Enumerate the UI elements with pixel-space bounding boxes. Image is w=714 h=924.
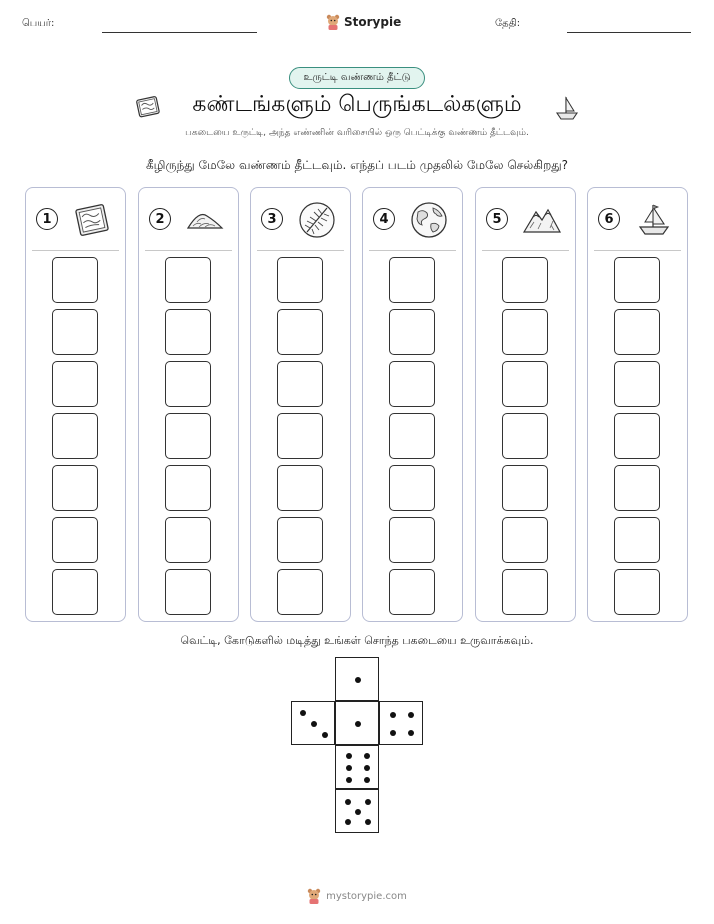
color-box[interactable] (502, 465, 548, 511)
page-title: கண்டங்களும் பெருங்கடல்களும் (192, 92, 522, 117)
column-number: 4 (373, 208, 395, 230)
color-box[interactable] (165, 465, 211, 511)
leaf-icon (297, 200, 337, 240)
brand-logo (326, 14, 401, 30)
color-box[interactable] (502, 309, 548, 355)
dice-pip (364, 753, 370, 759)
color-box[interactable] (277, 361, 323, 407)
color-box[interactable] (165, 569, 211, 615)
column-number: 3 (261, 208, 283, 230)
dice-pip (355, 721, 361, 727)
footer (0, 888, 714, 904)
divider (32, 250, 119, 251)
dice-pip (364, 765, 370, 771)
cut-instruction: வெட்டி, கோடுகளில் மடித்து உங்கள் சொந்த பகடையை உருவாக்கவும். (180, 634, 534, 647)
dice-pip (311, 721, 317, 727)
color-box[interactable] (502, 517, 548, 563)
color-box[interactable] (614, 309, 660, 355)
dice-pip (345, 819, 351, 825)
color-box[interactable] (52, 465, 98, 511)
column-number: 2 (149, 208, 171, 230)
column-2 (138, 187, 239, 622)
color-box[interactable] (614, 257, 660, 303)
column-5 (475, 187, 576, 622)
activity-tag: உருட்டி வண்ணம் தீட்டு (289, 67, 425, 89)
divider (482, 250, 569, 251)
question-text: கீழிருந்து மேலே வண்ணம் தீட்டவும். எந்தப் படம் முதலில் மேலே செல்கிறது? (145, 158, 569, 172)
bear-mascot-icon (307, 888, 321, 904)
date-line[interactable] (567, 32, 691, 33)
column-header (363, 188, 462, 250)
color-box[interactable] (502, 361, 548, 407)
color-box[interactable] (502, 413, 548, 459)
mountains-icon (522, 200, 562, 240)
column-number: 5 (486, 208, 508, 230)
column-3 (250, 187, 351, 622)
color-box[interactable] (165, 517, 211, 563)
color-box[interactable] (614, 413, 660, 459)
color-box[interactable] (52, 361, 98, 407)
sailboat-icon (553, 94, 581, 122)
column-6 (587, 187, 688, 622)
dice-face-4 (379, 701, 423, 745)
dice-pip (364, 777, 370, 783)
dice-pip (346, 765, 352, 771)
footer-url: mystorypie.com (326, 890, 407, 902)
color-box[interactable] (389, 517, 435, 563)
color-box[interactable] (614, 465, 660, 511)
column-header (139, 188, 238, 250)
name-label: பெயர்: (22, 18, 55, 29)
color-box[interactable] (165, 257, 211, 303)
color-box[interactable] (389, 465, 435, 511)
dice-pip (345, 799, 351, 805)
color-box[interactable] (614, 569, 660, 615)
column-header (251, 188, 350, 250)
dice-pip (408, 712, 414, 718)
color-box[interactable] (277, 309, 323, 355)
bear-mascot-icon (326, 14, 340, 30)
divider (594, 250, 681, 251)
globe-icon (409, 200, 449, 240)
color-box[interactable] (614, 517, 660, 563)
color-box[interactable] (277, 257, 323, 303)
color-box[interactable] (165, 413, 211, 459)
color-box[interactable] (502, 257, 548, 303)
dice-face-3 (291, 701, 335, 745)
color-box[interactable] (52, 413, 98, 459)
dice-face-1 (335, 701, 379, 745)
column-4 (362, 187, 463, 622)
color-box[interactable] (52, 257, 98, 303)
dice-face-1 (335, 657, 379, 701)
color-box[interactable] (277, 413, 323, 459)
brand-name: Storypie (344, 15, 402, 29)
color-box[interactable] (389, 309, 435, 355)
color-box[interactable] (389, 257, 435, 303)
dice-pip (355, 809, 361, 815)
color-box[interactable] (389, 569, 435, 615)
map-book-icon (72, 200, 112, 240)
divider (369, 250, 456, 251)
dice-pip (365, 819, 371, 825)
sailboat-icon (634, 200, 674, 240)
column-header (588, 188, 687, 250)
name-line[interactable] (102, 32, 257, 33)
column-number: 1 (36, 208, 58, 230)
dice-pip (346, 753, 352, 759)
color-box[interactable] (502, 569, 548, 615)
column-header (26, 188, 125, 250)
dice-pip (365, 799, 371, 805)
dice-pip (390, 712, 396, 718)
color-box[interactable] (389, 413, 435, 459)
color-box[interactable] (614, 361, 660, 407)
color-box[interactable] (277, 517, 323, 563)
instruction-text: பகடையை உருட்டி, அந்த எண்ணின் வரிசையில் ஒரு பெட்டிக்கு வண்ணம் தீட்டவும். (185, 128, 529, 138)
color-box[interactable] (277, 569, 323, 615)
column-header (476, 188, 575, 250)
dice-pip (346, 777, 352, 783)
desert-dune-icon (185, 200, 225, 240)
color-box[interactable] (52, 309, 98, 355)
color-box[interactable] (165, 361, 211, 407)
column-1 (25, 187, 126, 622)
divider (257, 250, 344, 251)
color-box[interactable] (389, 361, 435, 407)
color-box[interactable] (165, 309, 211, 355)
color-box[interactable] (52, 569, 98, 615)
column-number: 6 (598, 208, 620, 230)
dice-face-5 (335, 789, 379, 833)
dice-pip (300, 710, 306, 716)
date-label: தேதி: (495, 18, 521, 29)
color-box[interactable] (277, 465, 323, 511)
dice-pip (390, 730, 396, 736)
dice-face-6 (335, 745, 379, 789)
color-box[interactable] (52, 517, 98, 563)
dice-pip (322, 732, 328, 738)
dice-pip (355, 677, 361, 683)
dice-pip (408, 730, 414, 736)
divider (145, 250, 232, 251)
